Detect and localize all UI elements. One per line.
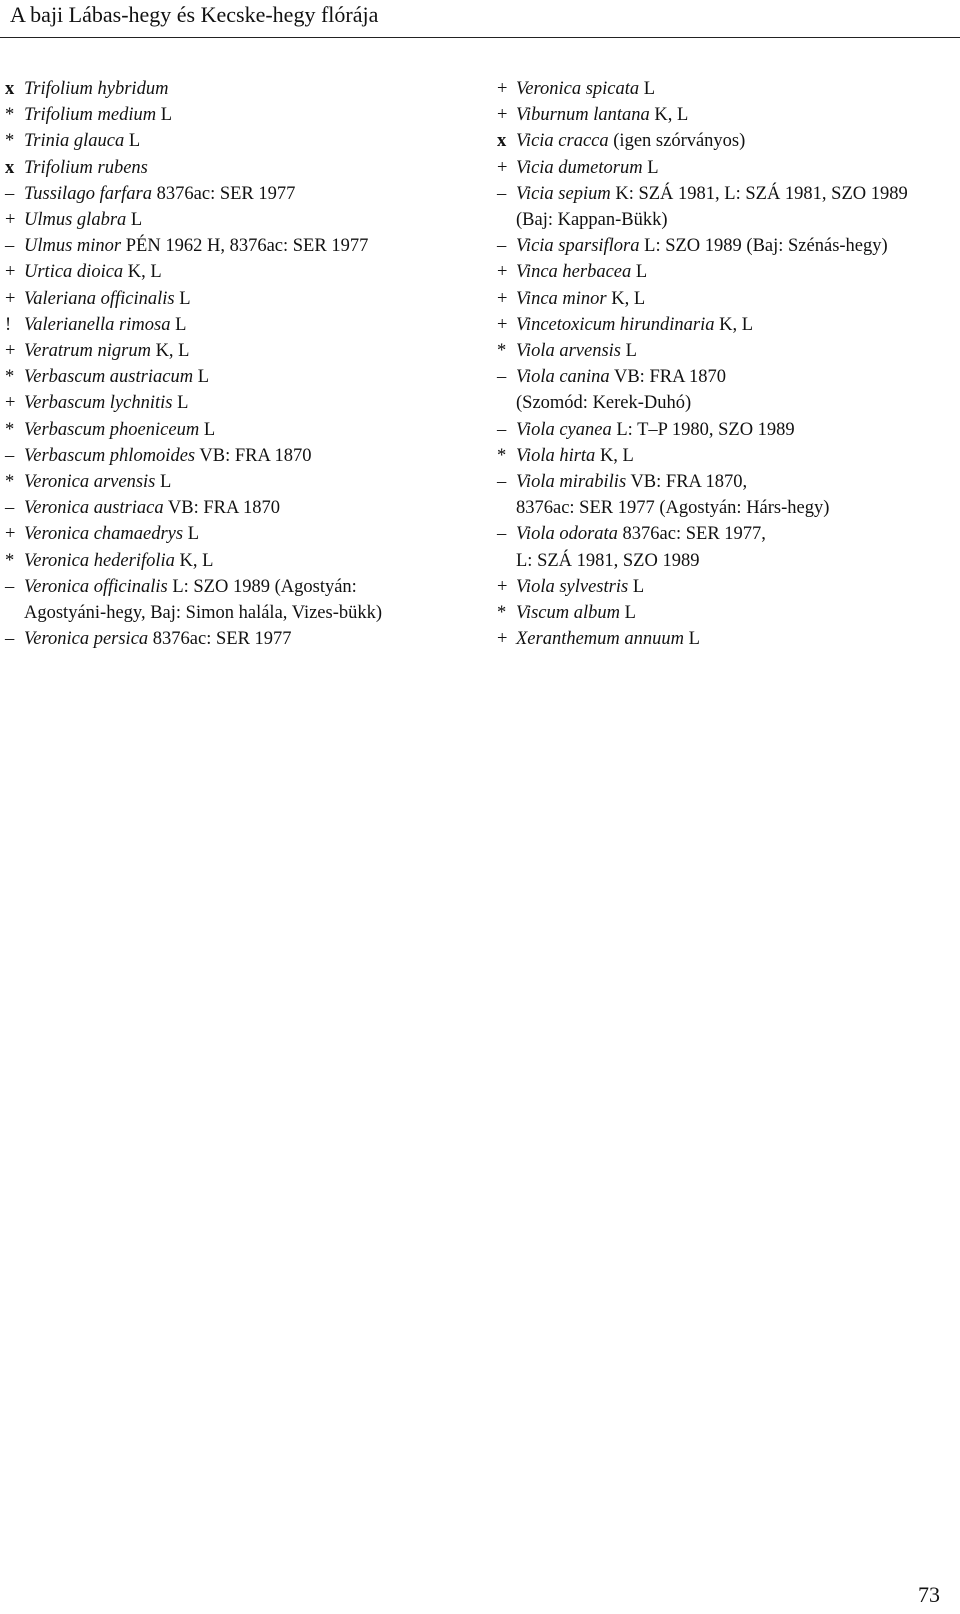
status-mark: * xyxy=(5,550,15,571)
status-mark: * xyxy=(497,603,507,624)
species-entry xyxy=(5,626,467,652)
species-entry xyxy=(5,443,467,469)
species-entry xyxy=(5,521,467,547)
species-entry xyxy=(5,207,467,233)
species-name: Verbascum austriacum xyxy=(24,367,194,388)
entry-body xyxy=(24,495,280,521)
species-name: Verbascum phoeniceum xyxy=(24,419,200,440)
status-mark: – xyxy=(5,576,15,597)
entry-body xyxy=(24,128,140,154)
occurrence-data: VB: FRA 1870 xyxy=(195,445,312,466)
status-mark: * xyxy=(497,445,507,466)
entry-body xyxy=(516,102,688,128)
species-entry xyxy=(497,364,957,416)
occurrence-continuation: L: SZÁ 1981, SZO 1989 xyxy=(516,550,700,571)
status-mark: – xyxy=(497,183,507,204)
species-entry xyxy=(5,469,467,495)
species-name: Vicia cracca xyxy=(516,131,609,152)
species-entry xyxy=(5,286,467,312)
entry-body xyxy=(24,417,215,443)
status-mark: + xyxy=(497,79,508,99)
status-mark: * xyxy=(5,105,15,126)
entry-body xyxy=(516,181,908,233)
occurrence-continuation: (Baj: Kappan-Bükk) xyxy=(516,210,668,231)
entry-body xyxy=(516,574,644,600)
entry-body xyxy=(24,443,311,469)
occurrence-data: K: SZÁ 1981, L: SZÁ 1981, SZO 1989 xyxy=(610,183,908,204)
species-name: Vicia sepium xyxy=(516,183,611,204)
species-entry xyxy=(497,233,957,259)
entry-body xyxy=(24,233,368,259)
entry-body xyxy=(516,259,647,285)
status-mark: + xyxy=(5,341,16,362)
species-entry xyxy=(497,102,957,128)
entry-body xyxy=(24,338,189,364)
entry-body xyxy=(24,286,191,312)
status-mark: + xyxy=(497,576,508,597)
occurrence-data: L xyxy=(170,314,187,335)
species-name: Ulmus minor xyxy=(24,236,122,257)
occurrence-data: L xyxy=(619,603,636,624)
species-name: Veronica officinalis xyxy=(24,576,168,597)
species-name: Viola cyanea xyxy=(516,419,612,440)
species-name: Xeranthemum annuum xyxy=(516,629,685,650)
species-name: Veronica persica xyxy=(24,629,149,650)
species-entry xyxy=(5,390,467,416)
species-entry xyxy=(5,102,467,128)
species-entry xyxy=(5,338,467,364)
species-entry xyxy=(5,181,467,207)
occurrence-data: L xyxy=(621,341,637,362)
species-name: Vincetoxicum hirundinaria xyxy=(516,314,715,335)
occurrence-data: L xyxy=(631,262,648,283)
status-mark: + xyxy=(5,262,16,283)
status-mark: + xyxy=(497,105,508,126)
species-entry xyxy=(497,128,957,154)
entry-body xyxy=(516,521,766,573)
occurrence-data: (igen szórványos) xyxy=(608,131,746,152)
species-entry xyxy=(497,417,957,443)
entry-body xyxy=(24,76,168,102)
species-name: Veronica spicata xyxy=(516,79,640,99)
entry-body xyxy=(24,548,213,574)
species-entry xyxy=(497,443,957,469)
species-entry xyxy=(497,521,957,573)
status-mark: x xyxy=(5,157,15,178)
entry-body xyxy=(24,259,162,285)
status-mark: + xyxy=(5,210,16,231)
species-entry xyxy=(497,76,957,102)
entry-body xyxy=(516,128,745,154)
occurrence-data: L xyxy=(684,629,700,650)
occurrence-data: L xyxy=(172,393,189,414)
occurrence-data: L xyxy=(155,472,172,493)
status-mark: x xyxy=(497,131,507,152)
entry-body xyxy=(516,76,655,102)
species-name: Trifolium rubens xyxy=(24,157,148,178)
species-name: Valeriana officinalis xyxy=(24,288,175,309)
occurrence-data: L xyxy=(628,576,645,597)
occurrence-continuation: 8376ac: SER 1977 (Agostyán: Hárs-hegy) xyxy=(516,498,830,519)
species-entry xyxy=(497,155,957,181)
species-entry xyxy=(5,312,467,338)
occurrence-data: K, L xyxy=(174,550,214,571)
entry-body xyxy=(516,600,636,626)
entry-body xyxy=(24,626,292,652)
status-mark: – xyxy=(497,472,507,493)
status-mark: + xyxy=(497,314,508,335)
status-mark: * xyxy=(5,419,15,440)
status-mark: + xyxy=(5,393,16,414)
species-entry xyxy=(497,286,957,312)
species-entry xyxy=(5,417,467,443)
species-name: Tussilago farfara xyxy=(24,183,153,204)
occurrence-data: K, L xyxy=(606,288,646,309)
species-name: Vicia dumetorum xyxy=(516,157,643,178)
status-mark: * xyxy=(5,472,15,493)
entry-body xyxy=(516,469,829,521)
status-mark: – xyxy=(5,629,15,650)
species-name: Vicia sparsiflora xyxy=(516,236,640,257)
species-entry xyxy=(497,469,957,521)
species-name: Ulmus glabra xyxy=(24,210,127,231)
occurrence-data: L: SZO 1989 (Baj: Szénás-hegy) xyxy=(639,236,888,257)
occurrence-data: K, L xyxy=(714,314,754,335)
entry-body xyxy=(24,181,295,207)
status-mark: – xyxy=(497,236,507,257)
occurrence-data: L: SZO 1989 (Agostyán: xyxy=(167,576,357,597)
occurrence-data: 8376ac: SER 1977 xyxy=(148,629,292,650)
status-mark: – xyxy=(497,524,507,545)
occurrence-data: L xyxy=(156,105,173,126)
status-mark: + xyxy=(5,524,16,545)
status-mark: * xyxy=(497,341,507,362)
status-mark: + xyxy=(497,157,508,178)
species-name: Veronica chamaedrys xyxy=(24,524,184,545)
occurrence-data: L xyxy=(174,288,191,309)
occurrence-data: VB: FRA 1870 xyxy=(163,498,280,519)
status-mark: – xyxy=(497,419,507,440)
occurrence-data: L xyxy=(639,79,656,99)
species-entry xyxy=(497,574,957,600)
occurrence-data: K, L xyxy=(595,445,634,466)
status-mark: + xyxy=(497,629,508,650)
occurrence-data: K, L xyxy=(123,262,162,283)
left-column xyxy=(5,76,467,652)
species-name: Viola hirta xyxy=(516,445,596,466)
occurrence-data: K, L xyxy=(649,105,689,126)
occurrence-data: 8376ac: SER 1977 xyxy=(152,183,296,204)
status-mark: – xyxy=(5,183,15,204)
species-entry xyxy=(5,364,467,390)
right-column xyxy=(497,76,957,652)
status-mark: + xyxy=(497,288,508,309)
species-name: Viscum album xyxy=(516,603,620,624)
occurrence-data: L: T–P 1980, SZO 1989 xyxy=(611,419,795,440)
species-entry xyxy=(5,76,467,102)
status-mark: + xyxy=(497,262,508,283)
species-name: Veronica arvensis xyxy=(24,472,156,493)
species-entry xyxy=(5,155,467,181)
species-entry xyxy=(5,233,467,259)
species-name: Verbascum lychnitis xyxy=(24,393,173,414)
species-name: Veratrum nigrum xyxy=(24,341,151,362)
entry-body xyxy=(24,521,199,547)
status-mark: – xyxy=(5,236,15,257)
occurrence-data: VB: FRA 1870, xyxy=(626,472,748,493)
occurrence-continuation: Agostyáni-hegy, Baj: Simon halála, Vizes-bükk) xyxy=(24,603,383,624)
species-entry xyxy=(497,312,957,338)
status-mark: – xyxy=(497,367,507,388)
species-entry xyxy=(497,626,957,652)
running-head-title: A baji Lábas-hegy és Kecske-hegy flórája xyxy=(10,2,379,27)
species-name: Veronica hederifolia xyxy=(24,550,175,571)
species-entry xyxy=(497,600,957,626)
entry-body xyxy=(24,364,209,390)
status-mark: – xyxy=(5,445,15,466)
entry-body xyxy=(516,286,645,312)
entry-body xyxy=(24,312,186,338)
occurrence-data: K, L xyxy=(150,341,190,362)
species-entry xyxy=(497,181,957,233)
occurrence-data: VB: FRA 1870 xyxy=(609,367,727,388)
status-mark: – xyxy=(5,498,15,519)
species-entry xyxy=(497,259,957,285)
entry-body xyxy=(516,626,700,652)
entry-body xyxy=(516,443,634,469)
occurrence-data: L xyxy=(199,419,216,440)
species-name: Viola mirabilis xyxy=(516,472,627,493)
species-entry xyxy=(5,128,467,154)
species-name: Viola canina xyxy=(516,367,610,388)
entry-body xyxy=(516,312,753,338)
species-entry xyxy=(5,548,467,574)
entry-body xyxy=(24,207,142,233)
species-name: Trifolium hybridum xyxy=(24,79,169,99)
header-rule xyxy=(0,37,960,38)
status-mark: * xyxy=(5,131,15,152)
occurrence-data: L xyxy=(183,524,200,545)
species-name: Verbascum phlomoides xyxy=(24,445,196,466)
page-number: 73 xyxy=(918,1582,940,1607)
occurrence-data: PÉN 1962 H, 8376ac: SER 1977 xyxy=(121,236,369,257)
entry-body xyxy=(516,338,637,364)
entry-body xyxy=(516,417,795,443)
occurrence-data: L xyxy=(124,131,141,152)
occurrence-data: 8376ac: SER 1977, xyxy=(617,524,766,545)
status-mark: * xyxy=(5,367,15,388)
species-name: Urtica dioica xyxy=(24,262,124,283)
species-name: Viola arvensis xyxy=(516,341,621,362)
species-name: Viburnum lantana xyxy=(516,105,650,126)
occurrence-continuation: (Szomód: Kerek-Duhó) xyxy=(516,393,692,414)
species-name: Viola sylvestris xyxy=(516,576,629,597)
entry-body xyxy=(24,102,172,128)
species-name: Trinia glauca xyxy=(24,131,125,152)
status-mark: x xyxy=(5,79,15,99)
species-entry xyxy=(497,338,957,364)
species-name: Viola odorata xyxy=(516,524,618,545)
species-name: Vinca herbacea xyxy=(516,262,632,283)
occurrence-data: L xyxy=(193,367,209,388)
species-entry xyxy=(5,495,467,521)
entry-body xyxy=(24,390,188,416)
species-name: Valerianella rimosa xyxy=(24,314,171,335)
species-entry xyxy=(5,574,467,626)
entry-body xyxy=(24,469,171,495)
entry-body xyxy=(516,155,659,181)
species-name: Veronica austriaca xyxy=(24,498,164,519)
status-mark: + xyxy=(5,288,16,309)
entry-body xyxy=(24,574,382,626)
species-name: Trifolium medium xyxy=(24,105,157,126)
occurrence-data: L xyxy=(126,210,143,231)
status-mark: ! xyxy=(5,314,12,335)
entry-body xyxy=(516,364,726,416)
entry-body xyxy=(24,155,148,181)
species-name: Vinca minor xyxy=(516,288,607,309)
entry-body xyxy=(516,233,888,259)
species-entry xyxy=(5,259,467,285)
occurrence-data: L xyxy=(642,157,659,178)
